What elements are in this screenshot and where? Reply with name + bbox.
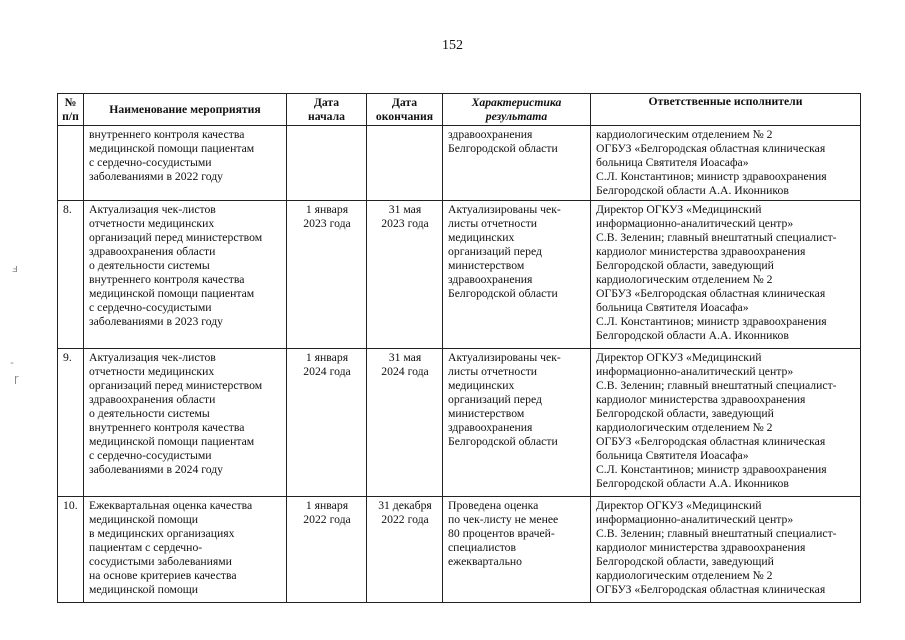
header-responsible: Ответственные исполнители bbox=[591, 94, 861, 126]
cell-line: здравоохранения области bbox=[89, 245, 216, 258]
cell-result bbox=[443, 126, 591, 201]
cell-line: медицинских bbox=[448, 231, 515, 244]
cell-line: здравоохранения bbox=[448, 128, 533, 141]
cell-name bbox=[84, 497, 287, 603]
cell-end-date bbox=[367, 126, 443, 201]
header-result: Характеристика результата bbox=[443, 94, 591, 126]
cell-responsible bbox=[591, 201, 861, 349]
cell-line: Белгородской области bbox=[448, 287, 558, 300]
cell-line: Актуализация чек-листов bbox=[89, 203, 216, 216]
cell-line: пациентам с сердечно- bbox=[89, 541, 203, 554]
cell-line: Ежеквартальная оценка качества bbox=[89, 499, 253, 512]
cell-line: министерством bbox=[448, 259, 525, 272]
cell-line: о деятельности системы bbox=[89, 407, 210, 420]
cell-num: 8. bbox=[58, 201, 84, 349]
cell-line: здравоохранения bbox=[448, 421, 533, 434]
table-header-row bbox=[58, 94, 861, 126]
cell-result bbox=[443, 201, 591, 349]
cell-line: Белгородской области, заведующий bbox=[596, 555, 774, 568]
cell-num: 9. bbox=[58, 349, 84, 497]
cell-line: 31 декабря bbox=[378, 499, 432, 512]
table-row bbox=[58, 126, 861, 201]
cell-line: С.Л. Константинов; министр здравоохранения bbox=[596, 170, 827, 183]
cell-line: 1 января bbox=[305, 499, 349, 512]
cell-num: 10. bbox=[58, 497, 84, 603]
cell-line: отчетности медицинских bbox=[89, 217, 215, 230]
cell-name bbox=[84, 126, 287, 201]
cell-line: листы отчетности bbox=[448, 365, 538, 378]
cell-start-date bbox=[287, 201, 367, 349]
measures-table bbox=[57, 93, 861, 603]
cell-result bbox=[443, 497, 591, 603]
cell-line: кардиологическим отделением № 2 bbox=[596, 569, 773, 582]
cell-line: С.В. Зеленин; главный внештатный специалист- bbox=[596, 231, 837, 244]
cell-result bbox=[443, 349, 591, 497]
table-row bbox=[58, 497, 861, 603]
header-num: № п/п bbox=[58, 94, 84, 126]
cell-name bbox=[84, 201, 287, 349]
cell-line: С.В. Зеленин; главный внештатный специалист- bbox=[596, 379, 837, 392]
cell-line: Проведена оценка bbox=[448, 499, 539, 512]
cell-line: С.Л. Константинов; министр здравоохранения bbox=[596, 315, 827, 328]
cell-line: ОГБУЗ «Белгородская областная клиническая bbox=[596, 435, 826, 448]
header-end: Дата окончания bbox=[367, 94, 443, 126]
cell-name bbox=[84, 349, 287, 497]
cell-line: больница Святителя Иоасафа» bbox=[596, 449, 749, 462]
cell-line: медицинской помощи пациентам bbox=[89, 287, 255, 300]
cell-line: С.В. Зеленин; главный внештатный специалист- bbox=[596, 527, 837, 540]
table-row bbox=[58, 201, 861, 349]
cell-line: Белгородской области А.А. Иконников bbox=[596, 477, 789, 490]
cell-line: организаций перед министерством bbox=[89, 379, 263, 392]
cell-line: по чек-листу не менее bbox=[448, 513, 559, 526]
cell-line: 1 января bbox=[305, 351, 349, 364]
cell-line: здравоохранения bbox=[448, 273, 533, 286]
cell-line: кардиолог министерства здравоохранения bbox=[596, 393, 806, 406]
cell-line: медицинской помощи пациентам bbox=[89, 142, 255, 155]
cell-line: больница Святителя Иоасафа» bbox=[596, 301, 749, 314]
cell-line: Белгородской области А.А. Иконников bbox=[596, 184, 789, 197]
cell-line: Белгородской области bbox=[448, 142, 558, 155]
cell-line: медицинской помощи пациентам bbox=[89, 435, 255, 448]
cell-line: 31 мая bbox=[388, 203, 422, 216]
cell-line: кардиологическим отделением № 2 bbox=[596, 128, 773, 141]
cell-line: кардиологическим отделением № 2 bbox=[596, 421, 773, 434]
cell-line: медицинской помощи bbox=[89, 583, 199, 596]
cell-start-date bbox=[287, 497, 367, 603]
cell-line: 2023 года bbox=[303, 217, 351, 230]
margin-mark: ⅎ bbox=[12, 262, 18, 275]
cell-responsible bbox=[591, 126, 861, 201]
cell-line: С.Л. Константинов; министр здравоохранения bbox=[596, 463, 827, 476]
cell-line: 2022 года bbox=[303, 513, 351, 526]
cell-line: внутреннего контроля качества bbox=[89, 273, 245, 286]
cell-line: информационно-аналитический центр» bbox=[596, 217, 794, 230]
cell-line: о деятельности системы bbox=[89, 259, 210, 272]
cell-line: ежеквартально bbox=[448, 555, 523, 568]
cell-line: организаций перед bbox=[448, 393, 542, 406]
cell-end-date bbox=[367, 349, 443, 497]
cell-line: кардиолог министерства здравоохранения bbox=[596, 541, 806, 554]
cell-line: 2023 года bbox=[381, 217, 429, 230]
cell-line: Актуализированы чек- bbox=[448, 203, 561, 216]
margin-mark: ɼ bbox=[14, 372, 19, 385]
cell-num bbox=[58, 126, 84, 201]
cell-line: ОГБУЗ «Белгородская областная клиническая bbox=[596, 287, 826, 300]
cell-line: 31 мая bbox=[388, 351, 422, 364]
cell-line: Белгородской области, заведующий bbox=[596, 259, 774, 272]
cell-line: ОГБУЗ «Белгородская областная клиническая bbox=[596, 583, 826, 596]
cell-line: ОГБУЗ «Белгородская областная клиническая bbox=[596, 142, 826, 155]
cell-line: 2022 года bbox=[381, 513, 429, 526]
cell-line: Директор ОГКУЗ «Медицинский bbox=[596, 203, 762, 216]
cell-line: 1 января bbox=[305, 203, 349, 216]
cell-line: листы отчетности bbox=[448, 217, 538, 230]
header-name: Наименование мероприятия bbox=[84, 94, 287, 126]
cell-line: Актуализированы чек- bbox=[448, 351, 561, 364]
cell-line: кардиологическим отделением № 2 bbox=[596, 273, 773, 286]
cell-line: 2024 года bbox=[381, 365, 429, 378]
cell-line: медицинских bbox=[448, 379, 515, 392]
cell-start-date bbox=[287, 126, 367, 201]
cell-line: с сердечно-сосудистыми bbox=[89, 156, 212, 169]
cell-line: сосудистыми заболеваниями bbox=[89, 555, 232, 568]
cell-line: с сердечно-сосудистыми bbox=[89, 301, 212, 314]
cell-line: отчетности медицинских bbox=[89, 365, 215, 378]
cell-line: внутреннего контроля качества bbox=[89, 421, 245, 434]
cell-line: здравоохранения области bbox=[89, 393, 216, 406]
cell-line: Белгородской области, заведующий bbox=[596, 407, 774, 420]
cell-line: Белгородской области А.А. Иконников bbox=[596, 329, 789, 342]
cell-line: Актуализация чек-листов bbox=[89, 351, 216, 364]
page-number: 152 bbox=[442, 38, 463, 53]
cell-responsible bbox=[591, 497, 861, 603]
cell-line: организаций перед bbox=[448, 245, 542, 258]
cell-line: на основе критериев качества bbox=[89, 569, 237, 582]
cell-line: Белгородской области bbox=[448, 435, 558, 448]
cell-line: информационно-аналитический центр» bbox=[596, 365, 794, 378]
cell-line: Директор ОГКУЗ «Медицинский bbox=[596, 499, 762, 512]
cell-line: специалистов bbox=[448, 541, 517, 554]
margin-mark: - bbox=[10, 356, 14, 369]
cell-line: внутреннего контроля качества bbox=[89, 128, 245, 141]
cell-end-date bbox=[367, 497, 443, 603]
cell-line: министерством bbox=[448, 407, 525, 420]
cell-line: информационно-аналитический центр» bbox=[596, 513, 794, 526]
cell-start-date bbox=[287, 349, 367, 497]
cell-line: заболеваниями в 2023 году bbox=[89, 315, 224, 328]
cell-line: в медицинских организациях bbox=[89, 527, 235, 540]
cell-line: заболеваниями в 2022 году bbox=[89, 170, 224, 183]
cell-line: 80 процентов врачей- bbox=[448, 527, 555, 540]
cell-line: медицинской помощи bbox=[89, 513, 199, 526]
cell-line: больница Святителя Иоасафа» bbox=[596, 156, 749, 169]
table-row bbox=[58, 349, 861, 497]
cell-line: кардиолог министерства здравоохранения bbox=[596, 245, 806, 258]
cell-line: организаций перед министерством bbox=[89, 231, 263, 244]
cell-line: заболеваниями в 2024 году bbox=[89, 463, 224, 476]
cell-line: Директор ОГКУЗ «Медицинский bbox=[596, 351, 762, 364]
cell-responsible bbox=[591, 349, 861, 497]
cell-line: 2024 года bbox=[303, 365, 351, 378]
cell-end-date bbox=[367, 201, 443, 349]
cell-line: с сердечно-сосудистыми bbox=[89, 449, 212, 462]
header-start: Дата начала bbox=[287, 94, 367, 126]
